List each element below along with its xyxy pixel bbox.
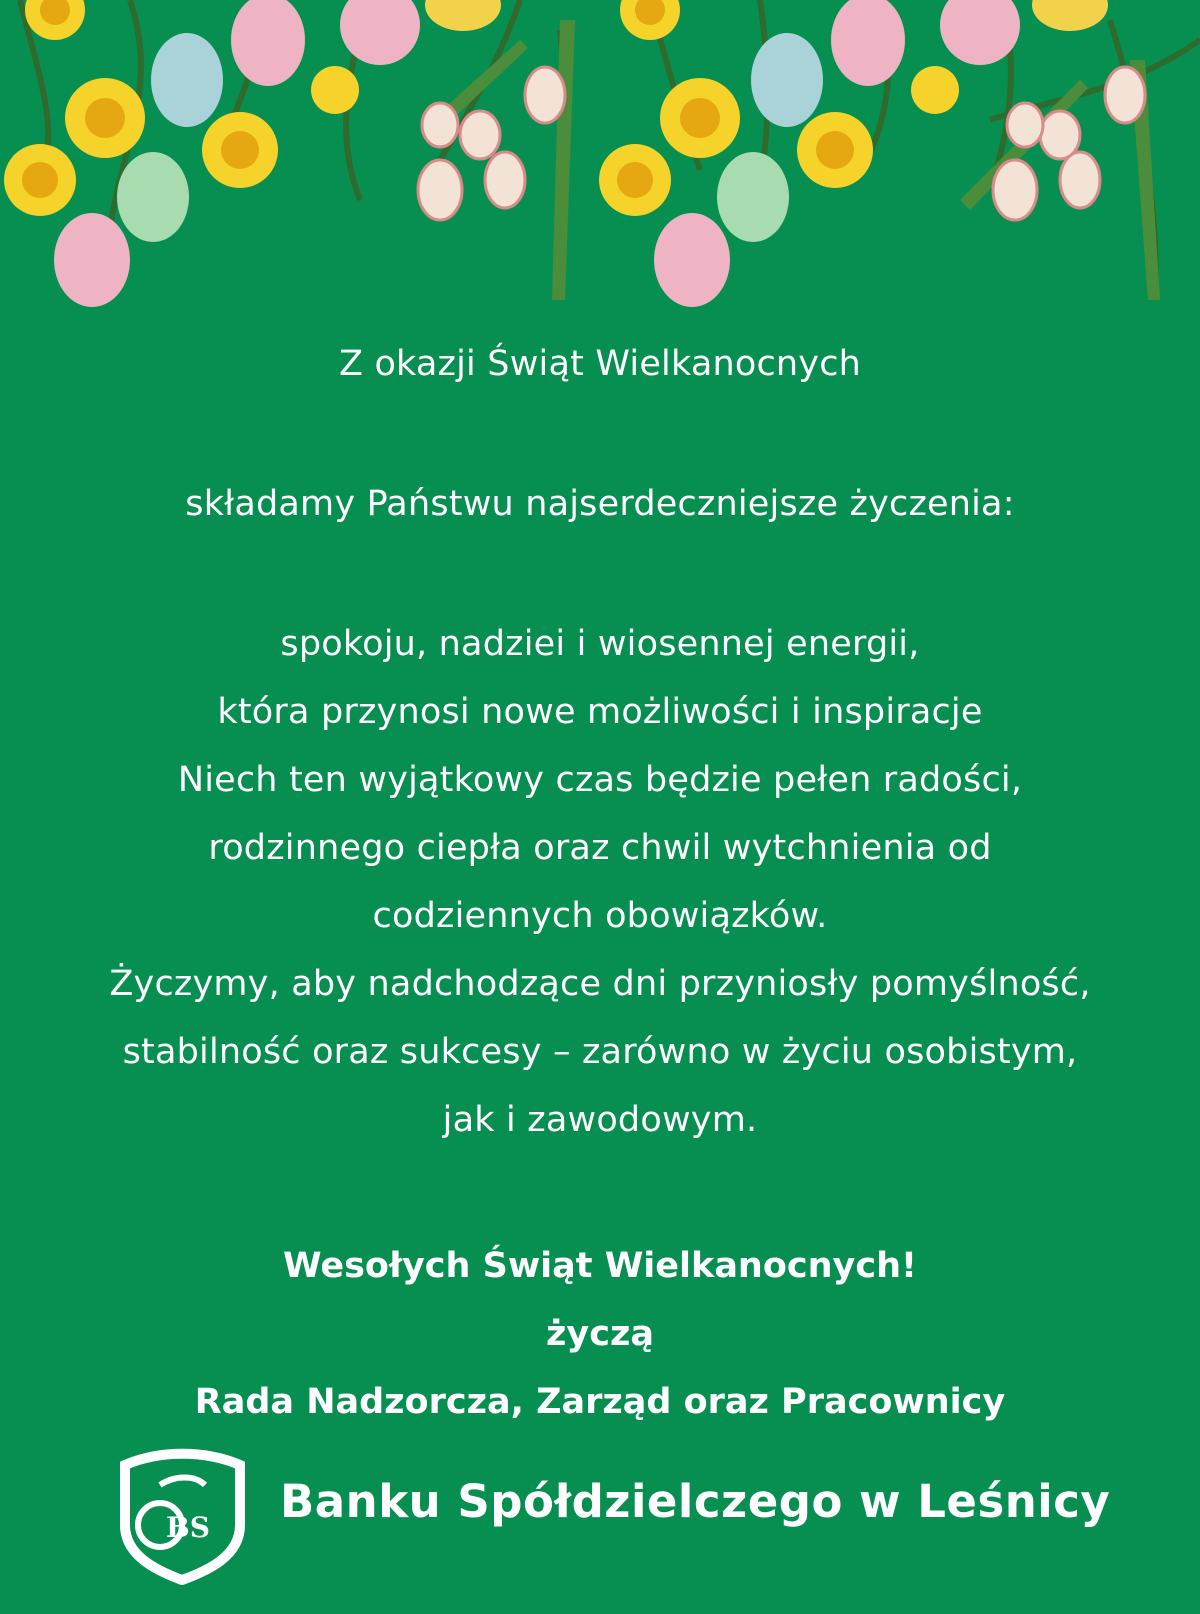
daffodil-icon: [25, 0, 85, 40]
greeting-subheading: [0, 470, 1200, 538]
greeting-heading: [0, 330, 1200, 398]
egg-icon: [117, 152, 189, 242]
egg-icon: [425, 0, 501, 31]
tulip-bud-icon: [460, 111, 500, 159]
body-line: codziennych obowiązków.: [372, 896, 828, 936]
greeting-closing: [0, 1232, 1200, 1436]
egg-icon: [231, 0, 305, 86]
daffodil-icon: [620, 0, 680, 40]
tulip-bud-icon: [418, 160, 462, 220]
closing-line: życzą: [546, 1314, 654, 1354]
tulip-bud-icon: [1060, 152, 1100, 208]
body-line: jak i zawodowym.: [442, 1100, 758, 1140]
egg-icon: [717, 152, 789, 242]
daffodil-icon: [4, 144, 76, 216]
daffodil-icon: [599, 144, 671, 216]
bank-signature: [100, 1445, 1160, 1585]
tulip-bud-icon: [993, 160, 1037, 220]
body-line: Życzymy, aby nadchodzące dni przyniosły pomyślność,: [109, 964, 1091, 1004]
egg-icon: [151, 33, 223, 127]
egg-icon: [751, 33, 823, 127]
egg-icon: [654, 213, 730, 307]
daffodil-icon: [911, 66, 959, 114]
tulip-bud-icon: [525, 67, 565, 123]
body-line: stabilność oraz sukcesy – zarówno w życiu osobistym,: [122, 1032, 1078, 1072]
daffodil-icon: [202, 112, 278, 188]
bank-name: Banku Spółdzielczego w Leśnicy: [280, 1475, 1111, 1528]
daffodil-icon: [65, 78, 145, 158]
egg-icon: [54, 213, 130, 307]
greeting-body: [0, 610, 1200, 1154]
body-line: spokoju, nadziei i wiosennej energii,: [280, 624, 920, 664]
tulip-bud-icon: [485, 152, 525, 208]
tulip-bud-icon: [1040, 111, 1080, 159]
body-line: która przynosi nowe możliwości i inspiracje: [217, 692, 983, 732]
greeting-line-2: składamy Państwu najserdeczniejsze życzenia:: [185, 484, 1015, 524]
body-line: rodzinnego ciepła oraz chwil wytchnienia od: [208, 828, 992, 868]
egg-icon: [1032, 0, 1108, 31]
tulip-bud-icon: [1007, 103, 1043, 147]
closing-line: Wesołych Świąt Wielkanocnych!: [283, 1246, 917, 1286]
easter-decoration: [0, 0, 1200, 310]
daffodil-icon: [660, 78, 740, 158]
logo-text: BS: [166, 1511, 210, 1544]
egg-icon: [831, 0, 905, 86]
greeting-line-1: Z okazji Świąt Wielkanocnych: [338, 344, 862, 384]
tulip-bud-icon: [1105, 67, 1145, 123]
tulip-bud-icon: [422, 103, 458, 147]
closing-line: Rada Nadzorcza, Zarząd oraz Pracownicy: [194, 1382, 1006, 1422]
body-line: Niech ten wyjątkowy czas będzie pełen radości,: [177, 760, 1023, 800]
daffodil-icon: [797, 112, 873, 188]
bank-logo: [100, 1445, 265, 1585]
daffodil-icon: [311, 66, 359, 114]
